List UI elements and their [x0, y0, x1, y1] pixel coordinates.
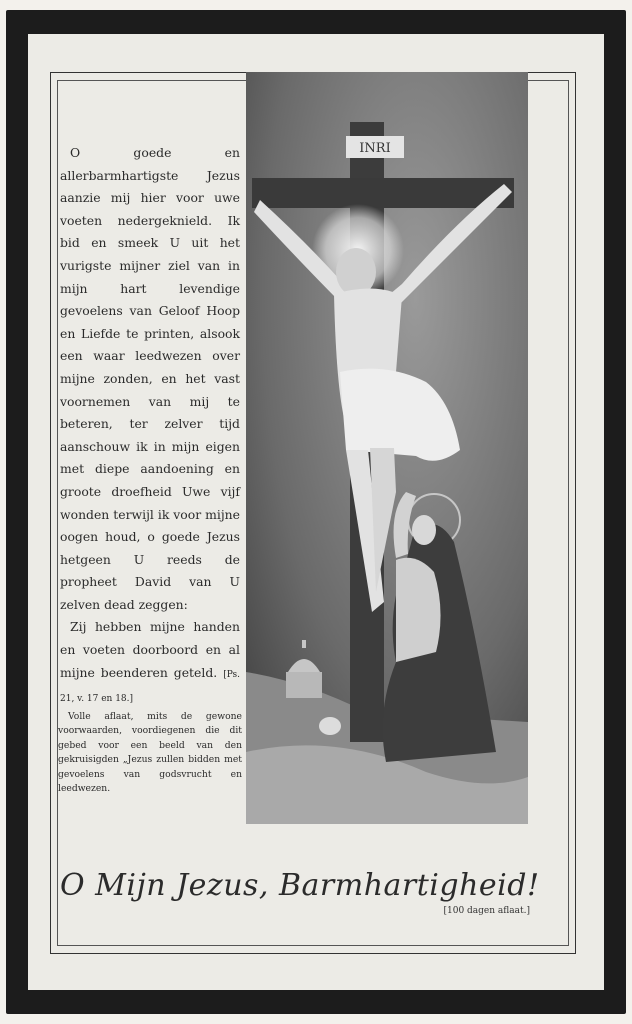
prayer-paragraph-2: [60, 616, 240, 710]
crucifixion-image: [246, 72, 528, 824]
psalm-reference: [Ps. 21, v. 17 en 18.]: [60, 669, 240, 705]
motto-indulgence-note: [100 dagen aflaat.]: [443, 906, 530, 916]
inri-sign: INRI: [359, 141, 391, 156]
indulgence-note: [58, 710, 242, 796]
prayer-paragraph-1: O goede en allerbarmhartigste Jezus aanzie mij hier voor uwe voeten nedergeknield. Ik bid en smeek U uit het vurigste mijner ziel van in mijn hart levendige gevoelens van Geloof Hoop en Liefde te printen, alsook een waar leedwezen over mijne zonden, en het vast voornemen van mij te beteren, ter zelver tijd aanschouw ik in mijn eigen met diepe aandoening en groote droefheid Uwe vijf wonden terwijl ik voor mijne oogen houd, o goede Jezus hetgeen U reeds de propheet David van U zelven dead zeggen:: [60, 145, 240, 612]
indulgence-text: Volle aflaat, mits de gewone voorwaarden, voordiegenen die dit gebed voor een beeld van den gekruisigden „Jezus zullen bidden met gevoelens van godsvrucht en leedwezen.: [58, 711, 242, 795]
motto-title: O Mijn Jezus, Barmhartigheid!: [60, 868, 540, 903]
prayer-text: [60, 142, 240, 711]
crucifixion-illustration: [246, 72, 528, 824]
prayer-paragraph-2-text: Zij hebben mijne handen en voeten doorboord en al mijne beenderen geteld.: [60, 619, 240, 680]
skull-icon: [319, 717, 341, 735]
